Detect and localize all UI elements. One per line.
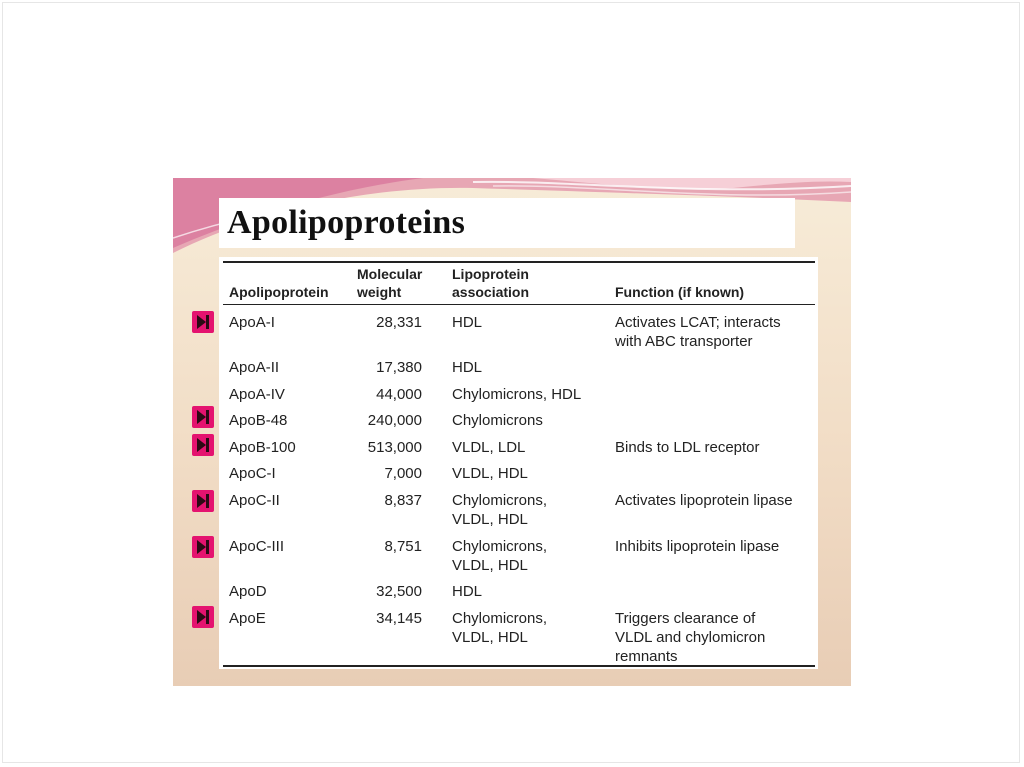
cell-function: Inhibits lipoprotein lipase <box>615 538 780 555</box>
cell-association: Chylomicrons, VLDL, HDL <box>452 610 548 646</box>
cell-molecular-weight: 44,000 <box>376 386 422 403</box>
play-end-icon <box>195 409 211 425</box>
cell-molecular-weight: 8,751 <box>384 538 422 555</box>
play-end-icon <box>195 437 211 453</box>
cell-association: Chylomicrons <box>452 412 543 429</box>
cell-association: HDL <box>452 583 483 600</box>
cell-apolipoprotein: ApoC-II <box>229 492 280 509</box>
cell-association: VLDL, LDL <box>452 439 526 456</box>
marker-apoc2-button[interactable] <box>192 490 214 512</box>
cell-apolipoprotein: ApoA-I <box>229 314 275 331</box>
cell-function: Activates lipoprotein lipase <box>615 492 793 509</box>
cell-molecular-weight: 28,331 <box>376 314 422 331</box>
cell-function: Binds to LDL receptor <box>615 439 760 456</box>
cell-function: Activates LCAT; interacts with ABC transporter <box>615 314 781 350</box>
cell-apolipoprotein: ApoA-IV <box>229 386 285 403</box>
header-molecular-weight: Molecular weight <box>357 266 423 300</box>
cell-apolipoprotein: ApoE <box>229 610 266 627</box>
cell-apolipoprotein: ApoC-I <box>229 465 276 482</box>
marker-apob48-button[interactable] <box>192 406 214 428</box>
cell-function: Triggers clearance of VLDL and chylomicron remnants <box>615 610 766 665</box>
cell-molecular-weight: 7,000 <box>384 465 422 482</box>
marker-apob100-button[interactable] <box>192 434 214 456</box>
slide <box>173 178 851 686</box>
table-top-rule <box>223 261 815 263</box>
cell-association: Chylomicrons, VLDL, HDL <box>452 492 548 528</box>
header-lipoprotein-association: Lipoprotein association <box>452 266 530 300</box>
cell-molecular-weight: 17,380 <box>376 359 422 376</box>
title-box <box>219 198 795 248</box>
header-function: Function (if known) <box>615 284 745 300</box>
cell-molecular-weight: 32,500 <box>376 583 422 600</box>
apolipoprotein-table <box>219 257 818 669</box>
marker-apoc3-button[interactable] <box>192 536 214 558</box>
cell-association: Chylomicrons, HDL <box>452 386 582 403</box>
table-header-rule <box>223 304 815 305</box>
slide-title: Apolipoproteins <box>227 204 466 241</box>
play-end-icon <box>195 539 211 555</box>
play-end-icon <box>195 493 211 509</box>
play-end-icon <box>195 314 211 330</box>
marker-apoe-button[interactable] <box>192 606 214 628</box>
cell-molecular-weight: 8,837 <box>384 492 422 509</box>
play-end-icon <box>195 609 211 625</box>
cell-molecular-weight: 513,000 <box>367 439 422 456</box>
cell-association: VLDL, HDL <box>452 465 528 482</box>
cell-molecular-weight: 240,000 <box>367 412 422 429</box>
cell-molecular-weight: 34,145 <box>376 610 422 627</box>
cell-apolipoprotein: ApoB-100 <box>229 439 296 456</box>
marker-apoa1-button[interactable] <box>192 311 214 333</box>
cell-apolipoprotein: ApoD <box>229 583 267 600</box>
cell-association: HDL <box>452 314 483 331</box>
header-apolipoprotein: Apolipoprotein <box>229 284 329 300</box>
cell-apolipoprotein: ApoB-48 <box>229 412 288 429</box>
cell-apolipoprotein: ApoC-III <box>229 538 285 555</box>
cell-association: HDL <box>452 359 483 376</box>
cell-apolipoprotein: ApoA-II <box>229 359 280 376</box>
cell-association: Chylomicrons, VLDL, HDL <box>452 538 548 574</box>
